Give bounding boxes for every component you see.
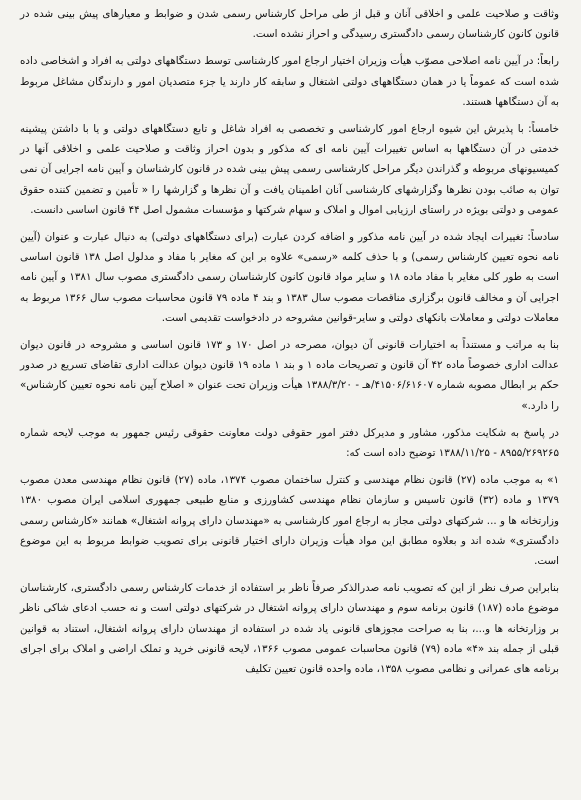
paragraph-continuation: وثاقت و صلاحیت علمی و اخلاقی آنان و قبل از طی مراحل کارشناس رسمی شدن و ضوابط و معیارهای پیش بینی شده در قانون کانون کارشناسان رسمی دادگستری رسیدگی و احراز نشده است.: [20, 8, 559, 41]
paragraph-response-intro: در پاسخ به شکایت مذکور، مشاور و مدیرکل دفتر امور حقوقی دولت معاونت حقوقی رئیس جمهور به موجب لایحه شماره ۸۹۵۵/۲۶۹۲۶۵ - ۱۳۸۸/۱۱/۲۵ توضیح داده است که:: [20, 426, 559, 460]
paragraph-fourth-objection: رابعاً: در آیین نامه اصلاحی مصوّب هیأت وزیران اختیار ارجاع امور کارشناسی توسط دستگاههای دولتی به افراد و اشخاصی داده شده است که عموماً یا در همان دستگاههای دولتی اشتغال و سابقه کار دارند یا جزء متصدیان امور و دارندگان مشاغل مربوط به آن دستگاهها هستند.: [20, 55, 559, 108]
paragraph-sixth-objection: سادساً: تغییرات ایجاد شده در آیین نامه مذکور و اضافه کردن عبارت (برای دستگاههای دولتی) به دنبال عبارت و عنوان (آیین نامه نحوه تعیین کارشناس رسمی) و با حذف کلمه «رسمی» علاوه بر این که مغایر با مفاد و مدلول اصل ۱۳۸ قانون اساسی است به طور کلی مغایر با مفاد ماده ۱۸ و سایر مواد قانون کانون کارشناسان رسمی دادگستری مصوب سال ۱۳۸۱ و آیین نامه اجرایی آن و مخالف قانون برگزاری مناقصات مصوب سال ۱۳۸۳ و بند ۴ ماده ۷۹ قانون محاسبات مصوب سال ۱۳۶۶ مربوط به معاملات دولتی و معاملات بانکهای دولتی و سایر-قوانین مشروحه در دادخواست تقدیمی است.: [20, 231, 559, 324]
paragraph-conclusion: بنابراین صرف نظر از این که تصویب نامه صدرالذکر صرفاً ناظر بر استفاده از خدمات کارشناس رسمی دادگستری، کارشناسان موضوع ماده (۱۸۷) قانون برنامه سوم و مهندسان دارای پروانه اشتغال در شرکتهای دولتی است و نه حسب ادعای شاکی ناظر بر وزارتخانه ها و...، بنا به صراحت مجوزهای قانونی یاد شده در استفاده از مهندسان دارای پروانه اشتغال، استناد به قوانین قبلی از جمله بند «۴» ماده (۷۹) قانون محاسبات عمومی مصوب ۱۳۶۶، لایحه قانونی خرید و تملک اراضی و املاک برای اجرای برنامه های عمرانی و نظامی مصوب ۱۳۵۸، ماده واحده قانون تعیین تکلیف: [20, 582, 560, 676]
paragraph-clause-1: ۱» به موجب ماده (۲۷) قانون نظام مهندسی و کنترل ساختمان مصوب ۱۳۷۴، ماده (۲۷) قانون نظام مهندسی معدن مصوب ۱۳۷۹ و ماده (۳۲) قانون تاسیس و سازمان نظام مهندسی کشاورزی و منابع طبیعی جمهوری اسلامی ایران مصوب ۱۳۸۰ وزارتخانه ها و ... شرکتهای دولتی مجاز به ارجاع امور کارشناسی به «مهندسان دارای پروانه اشتغال» همانند «کارشناس رسمی دادگستری» شده اند و بعلاوه مطابق این مواد هیأت وزیران دارای اختیار قانونی برای تصویب ضوابط مربوط به این موضوع است.: [20, 474, 559, 568]
paragraph-request: بنا به مراتب و مستنداً به اختیارات قانونی آن دیوان، مصرحه در اصل ۱۷۰ و ۱۷۳ قانون اساسی و مشروحه در قانون دیوان عدالت اداری خصوصاً ماده ۴۲ آن قانون و تصریحات ماده ۱ و بند ۱ ماده ۱۹ قانون دیوان عدالت اداری تقاضای تسریع در صدور حکم بر ابطال مصوبه شماره ۴۱۵۰۶/۶۱۶۰۷/هـ - ۱۳۸۸/۳/۲۰ هیأت وزیران تحت عنوان « اصلاح آیین نامه نحوه تعیین کارشناس» را دارد.»: [20, 339, 560, 412]
paragraph-fifth-objection: خامساً: با پذیرش این شیوه ارجاع امور کارشناسی و تخصصی به افراد شاغل و تابع دستگاههای دولتی و یا با داشتن پیشینه خدمتی در آن دستگاهها به اساس تغییرات آیین نامه ای که مذکور و بدون احراز وثاقت و صلاحیت علمی و اخلاقی آنها در کمیسیونهای مربوطه و گذراندن دیگر مراحل کارشناسی رسمی پیش بینی شده در قانون کارشناسان و آیین نامه اجرایی آن نمی توان به صائب بودن نظرها وگزارشهای کارشناسی آنان اطمینان یافت و آن نظرها و گزارشها را « تأمین و تضمین کننده حقوق عمومی و دولتی بویژه در راستای ارزیابی اموال و املاک و سهام شرکتها و مؤسسات مشمول اصل ۴۴ قانون اساسی دانست.: [20, 123, 559, 216]
